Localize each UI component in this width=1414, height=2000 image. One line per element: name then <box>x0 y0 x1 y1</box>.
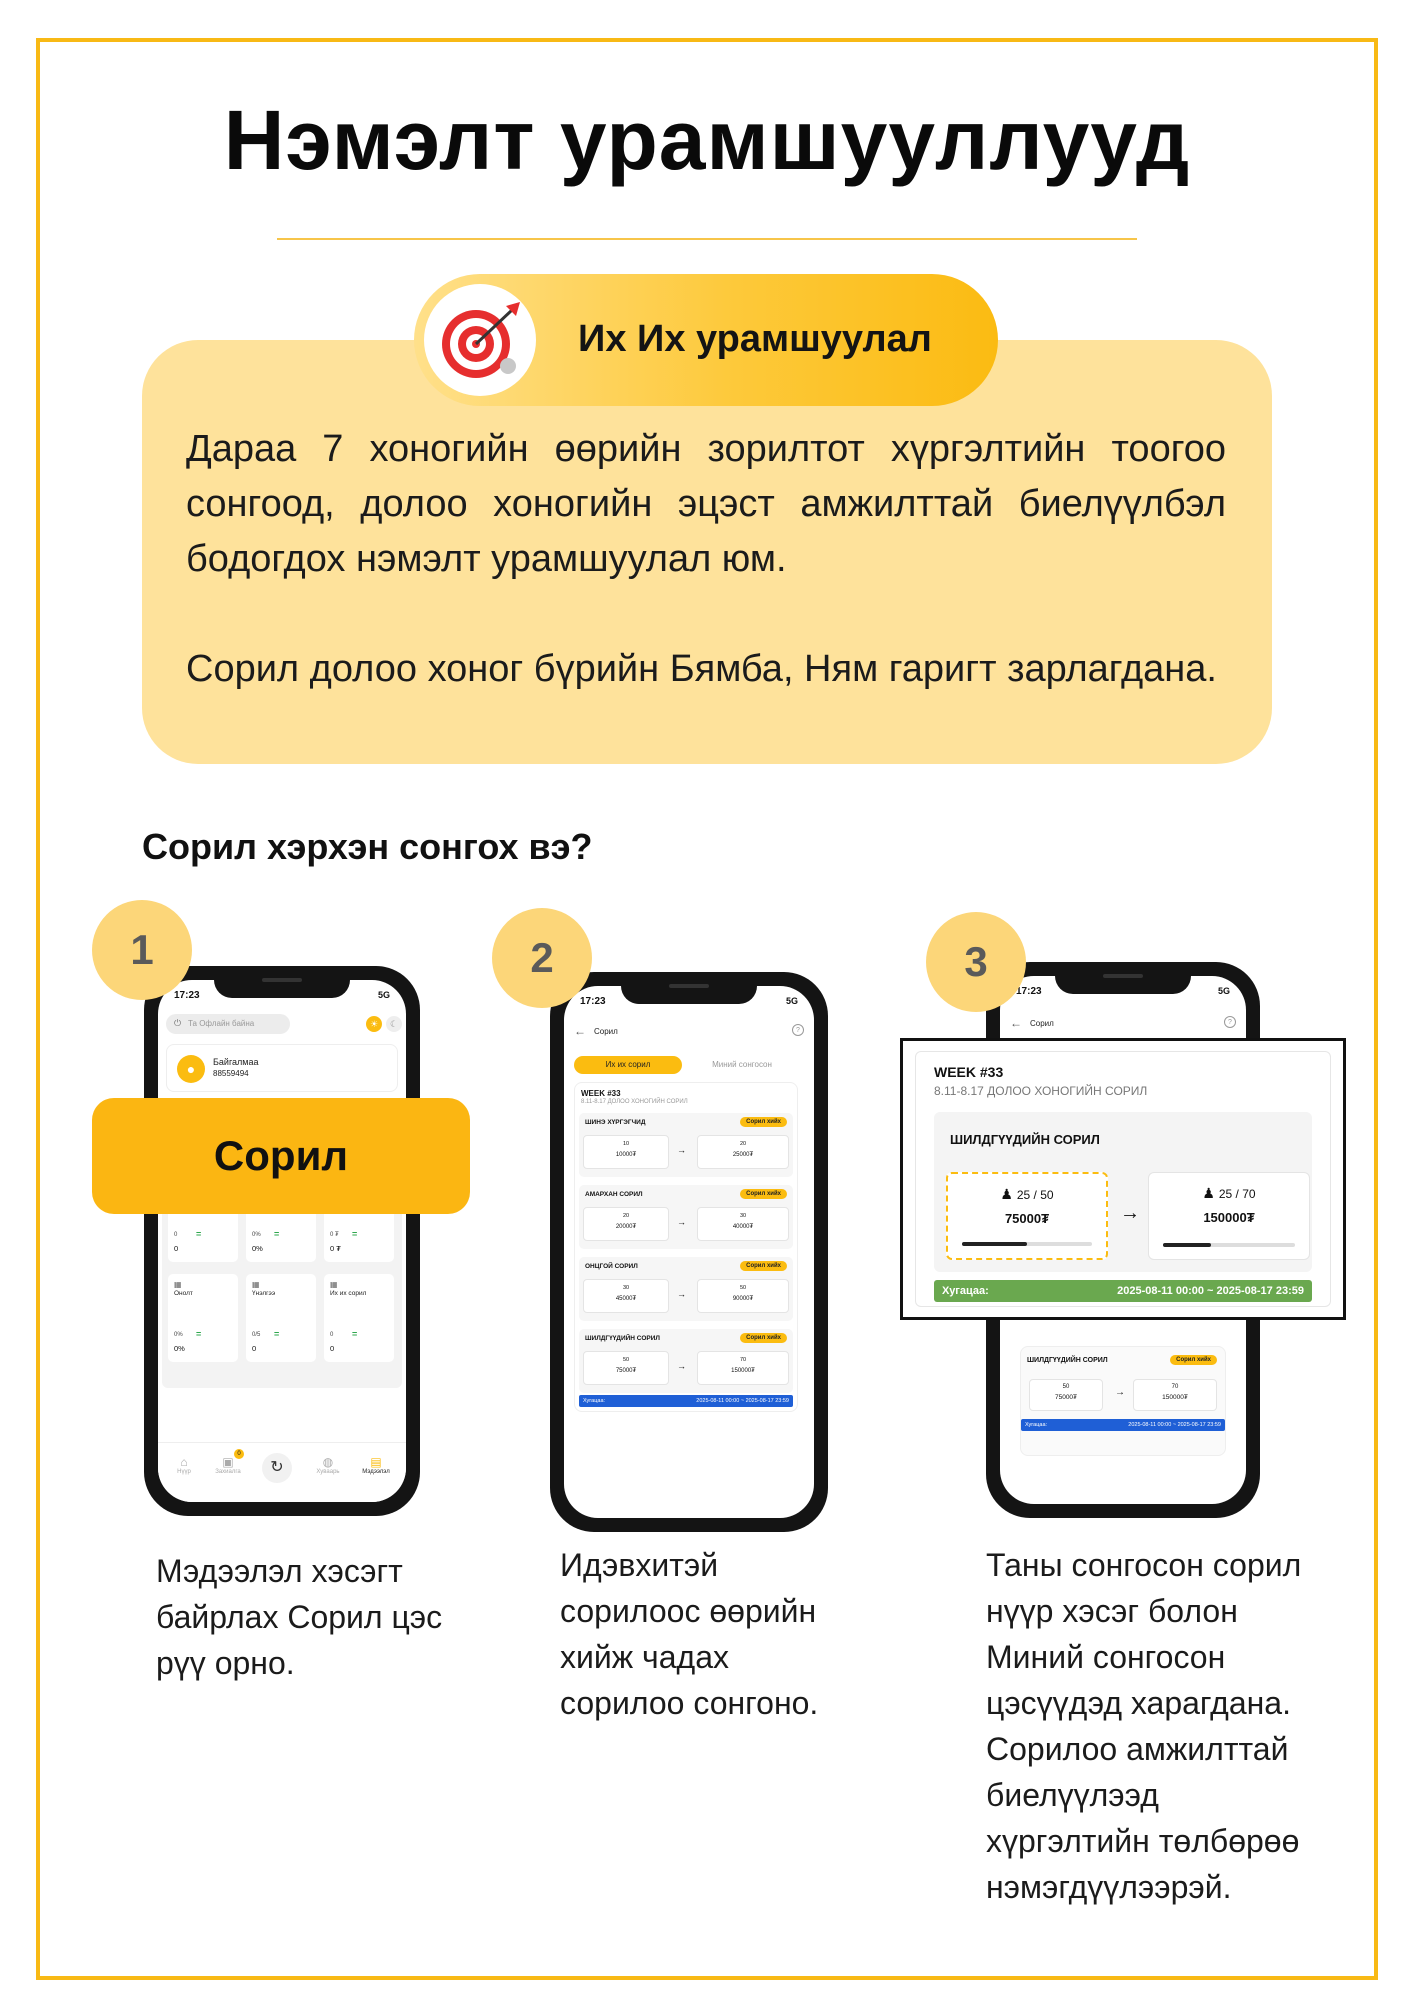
to-amount: 90000₮ <box>732 1296 754 1302</box>
globe-icon: ◍ <box>322 1455 334 1469</box>
page-title: Нэмэлт урамшууллууд <box>223 93 1191 187</box>
arrow-right-icon: → <box>677 1145 686 1155</box>
target-dart-icon <box>424 284 536 396</box>
from-box <box>583 1207 669 1241</box>
duration-value: 2025-08-11 00:00 ~ 2025-08-17 23:59 <box>1117 1285 1304 1297</box>
to-box <box>697 1351 789 1385</box>
promo-pill-label: Их Их урамшуулал <box>578 318 932 360</box>
profile-card[interactable] <box>166 1044 398 1092</box>
stat-sub-value: 0 <box>252 1344 257 1353</box>
from-progress-track <box>962 1242 1092 1246</box>
stat-trend-icon: = <box>352 1329 358 1339</box>
from-box <box>583 1135 669 1169</box>
stat-tile[interactable] <box>246 1274 316 1362</box>
week-title: WEEK #33 <box>934 1064 1004 1080</box>
phone-mockup-2 <box>550 972 828 1532</box>
phone-notch <box>1055 962 1191 994</box>
status-signal: 5G <box>1217 986 1230 996</box>
nav-orders-label: Захиалга <box>215 1469 241 1475</box>
choose-challenge-button[interactable]: Сорил хийх <box>1170 1355 1217 1365</box>
to-count: 70 <box>1171 1384 1179 1390</box>
nav-info[interactable] <box>354 1455 398 1475</box>
stat-icon: ▦ <box>174 1280 182 1289</box>
week-subtitle: 8.11-8.17 ДОЛОО ХОНОГИЙН СОРИЛ <box>581 1099 688 1105</box>
from-amount: 10000₮ <box>615 1152 637 1158</box>
week-subtitle: 8.11-8.17 ДОЛОО ХОНОГИЙН СОРИЛ <box>934 1084 1148 1098</box>
stat-value: 0% <box>252 1232 261 1238</box>
choose-challenge-button[interactable]: Сорил хийх <box>740 1117 787 1127</box>
avatar: ● <box>177 1055 205 1083</box>
stat-trend-icon: = <box>352 1229 358 1239</box>
to-progress-fill <box>1163 1243 1211 1247</box>
info-paragraph-1: Дараа 7 хоногийн өөрийн зорилтот хүргэлтийн тоогоо сонгоод, долоо хоногийн эцэст амжилттай биелүүлбэл бодогдох нэмэлт урамшуулал юм. <box>186 428 1226 580</box>
help-icon[interactable]: ? <box>1224 1016 1236 1028</box>
duration-value: 2025-08-11 00:00 ~ 2025-08-17 23:59 <box>1128 1422 1221 1428</box>
from-box <box>583 1351 669 1385</box>
from-box <box>583 1279 669 1313</box>
from-progress-fill <box>962 1242 1027 1246</box>
section-title: Сорил хэрхэн сонгох вэ? <box>142 826 593 867</box>
stat-trend-icon: = <box>196 1229 202 1239</box>
duration-label: Хугацаа: <box>942 1285 989 1297</box>
tab-all[interactable] <box>574 1056 682 1074</box>
step-description-1: Мэдээлэл хэсэгт байрлах Сорил цэс рүү орно. <box>156 1553 443 1681</box>
refresh-button[interactable] <box>262 1453 292 1483</box>
stat-tile[interactable] <box>324 1274 394 1362</box>
nav-home-label: Нүүр <box>177 1469 191 1475</box>
to-count: 30 <box>739 1213 747 1219</box>
challenge-name: АМАРХАН СОРИЛ <box>585 1191 643 1198</box>
offline-toggle[interactable] <box>166 1014 290 1034</box>
title-divider <box>277 238 1137 240</box>
arrow-right-icon: → <box>677 1289 686 1299</box>
from-count: 30 <box>622 1285 630 1291</box>
challenge-name: ШИЛДГҮҮДИЙН СОРИЛ <box>1027 1357 1108 1364</box>
from-amount: 75000₮ <box>1004 1211 1050 1226</box>
sun-icon[interactable]: ☀ <box>366 1016 382 1032</box>
to-amount: 150000₮ <box>1203 1210 1255 1225</box>
phone-screen <box>158 980 406 1502</box>
challenge-card[interactable] <box>579 1257 793 1321</box>
step-description-3: Таны сонгосон сорил нүүр хэсэг болон Миний сонгосон цэсүүдэд харагдана. Сорилоо амжилттай биелүүлээд хүргэлтийн төлбөрөө нэмэгдүүлээрэй. <box>986 1547 1302 1905</box>
from-amount: 20000₮ <box>615 1224 637 1230</box>
to-count: 70 <box>739 1357 747 1363</box>
nav-home[interactable] <box>164 1455 204 1475</box>
to-amount: 150000₮ <box>731 1368 755 1374</box>
duration-bar <box>934 1280 1312 1302</box>
to-box <box>1148 1172 1310 1260</box>
phone-mockup-1 <box>144 966 420 1516</box>
status-signal: 5G <box>785 996 798 1006</box>
to-box <box>697 1279 789 1313</box>
nav-info-label: Мэдээлэл <box>362 1469 390 1475</box>
stat-trend-icon: = <box>274 1229 280 1239</box>
to-progress-track <box>1163 1243 1295 1247</box>
status-signal: 5G <box>377 990 390 1000</box>
status-time: 17:23 <box>580 996 606 1007</box>
info-icon: ▤ <box>370 1455 382 1469</box>
tab-mine-label: Миний сонгосон <box>712 1060 772 1069</box>
stat-value: 0 ₮ <box>330 1232 339 1238</box>
stat-trend-icon: = <box>274 1329 280 1339</box>
stat-sub-value: 0 ₮ <box>330 1244 341 1253</box>
from-count: 20 <box>622 1213 630 1219</box>
nav-orders-badge: 0 <box>234 1449 244 1459</box>
info-paragraph-2: Сорил долоо хоног бүрийн Бямба, Ням гаригт зарлагдана. <box>186 648 1217 690</box>
stat-sub-value: 0 <box>330 1344 335 1353</box>
stat-icon: ▦ <box>252 1280 260 1289</box>
to-box <box>1133 1379 1217 1411</box>
user-name: Байгалмаа <box>213 1057 259 1067</box>
power-icon: ⏻ <box>174 1018 182 1028</box>
challenge-card-small <box>1020 1346 1226 1456</box>
to-amount: 150000₮ <box>1162 1394 1188 1401</box>
status-time: 17:23 <box>174 990 200 1001</box>
week-title: WEEK #33 <box>581 1089 621 1098</box>
to-amount: 25000₮ <box>732 1152 754 1158</box>
screen-header: Сорил <box>1030 1019 1054 1028</box>
tab-mine[interactable] <box>688 1056 796 1074</box>
stat-value: 0 <box>330 1332 334 1338</box>
challenge-card[interactable] <box>579 1185 793 1249</box>
duration-bar <box>579 1395 793 1407</box>
home-icon: ⌂ <box>180 1455 188 1469</box>
from-count: 50 <box>622 1357 630 1363</box>
from-box <box>946 1172 1108 1260</box>
refresh-icon: ↻ <box>270 1459 284 1476</box>
step-badge-2: 2 <box>492 908 592 1008</box>
to-amount: 40000₮ <box>732 1224 754 1230</box>
to-box <box>697 1207 789 1241</box>
bottom-nav <box>158 1442 406 1502</box>
challenge-name: ШИЛДГҮҮДИЙН СОРИЛ <box>585 1335 660 1342</box>
status-time: 17:23 <box>1016 986 1042 997</box>
screen-header: Сорил <box>594 1027 618 1036</box>
stat-value: 0 <box>174 1232 178 1238</box>
choose-challenge-button[interactable]: Сорил хийх <box>740 1189 787 1199</box>
stat-icon: ▦ <box>330 1280 338 1289</box>
week-card <box>574 1082 798 1412</box>
to-count: 20 <box>739 1141 747 1147</box>
stat-sub-value: 0 <box>174 1244 179 1253</box>
phone-screen <box>564 986 814 1518</box>
user-phone: 88559494 <box>213 1069 249 1078</box>
offline-toggle-label: Та Офлайн байна <box>188 1019 255 1028</box>
box-icon: ▣ <box>222 1455 234 1469</box>
to-count-value: 25 / 70 <box>1218 1187 1256 1201</box>
people-icon: ♟ <box>1202 1185 1219 1201</box>
from-amount: 75000₮ <box>615 1368 637 1374</box>
tab-all-label: Их их сорил <box>605 1060 651 1069</box>
to-count: 50 <box>739 1285 747 1291</box>
stat-label: Онолт <box>174 1290 193 1297</box>
phone-notch <box>621 972 757 1004</box>
info-text <box>186 422 1226 697</box>
stat-tile[interactable] <box>168 1274 238 1362</box>
duration-bar <box>1021 1419 1225 1431</box>
step-description-2: Идэвхитэй сорилоос өөрийн хийж чадах сорилоо сонгоно. <box>560 1547 819 1721</box>
nav-schedule[interactable] <box>308 1455 348 1475</box>
people-icon: ♟ <box>1000 1186 1017 1202</box>
back-arrow-icon[interactable]: ← <box>574 1024 586 1038</box>
stat-label: Их их сорил <box>330 1290 367 1297</box>
duration-value: 2025-08-11 00:00 ~ 2025-08-17 23:59 <box>696 1398 789 1404</box>
duration-label: Хугацаа: <box>583 1398 606 1404</box>
from-count: 10 <box>622 1141 630 1147</box>
soril-menu-highlight[interactable] <box>92 1098 470 1214</box>
choose-challenge-button[interactable]: Сорил хийх <box>740 1261 787 1271</box>
stat-sub-value: 0% <box>252 1244 263 1253</box>
zoom-card-inner <box>915 1051 1331 1307</box>
stat-sub-value: 0% <box>174 1344 185 1353</box>
nav-schedule-label: Хуваарь <box>316 1469 340 1475</box>
from-amount: 45000₮ <box>615 1296 637 1302</box>
stat-label: Үнэлгээ <box>252 1290 276 1297</box>
challenge-name: ШИЛДГҮҮДИЙН СОРИЛ <box>950 1132 1100 1147</box>
back-arrow-icon[interactable]: ← <box>1010 1016 1022 1030</box>
arrow-right-icon: → <box>677 1361 686 1371</box>
help-icon[interactable]: ? <box>792 1024 804 1036</box>
from-count <box>948 1186 1106 1203</box>
step-badge-3: 3 <box>926 912 1026 1012</box>
to-count <box>1149 1185 1309 1202</box>
arrow-right-icon: → <box>1120 1202 1140 1224</box>
arrow-right-icon: → <box>1115 1387 1125 1398</box>
from-amount: 75000₮ <box>1054 1394 1078 1401</box>
stat-trend-icon: = <box>196 1329 202 1339</box>
from-count: 50 <box>1062 1384 1070 1390</box>
challenge-name: ШИНЭ ХҮРГЭГЧИД <box>585 1119 646 1126</box>
from-box <box>1029 1379 1103 1411</box>
zoomed-challenge-card <box>900 1038 1346 1320</box>
nav-orders[interactable] <box>208 1451 248 1475</box>
challenge-card[interactable] <box>579 1113 793 1177</box>
to-box <box>697 1135 789 1169</box>
from-count-value: 25 / 50 <box>1016 1188 1054 1202</box>
phone-notch <box>214 966 350 998</box>
stat-value: 0% <box>174 1332 183 1338</box>
challenge-panel <box>934 1112 1312 1272</box>
soril-menu-label: Сорил <box>213 1132 349 1179</box>
moon-icon[interactable]: ☾ <box>386 1016 402 1032</box>
stat-value: 0/5 <box>252 1332 261 1338</box>
arrow-right-icon: → <box>677 1217 686 1227</box>
duration-label: Хугацаа: <box>1025 1422 1048 1428</box>
challenge-name: ОНЦГОЙ СОРИЛ <box>585 1263 638 1270</box>
step-badge-1: 1 <box>92 900 192 1000</box>
choose-challenge-button[interactable]: Сорил хийх <box>740 1333 787 1343</box>
challenge-card[interactable] <box>579 1329 793 1393</box>
